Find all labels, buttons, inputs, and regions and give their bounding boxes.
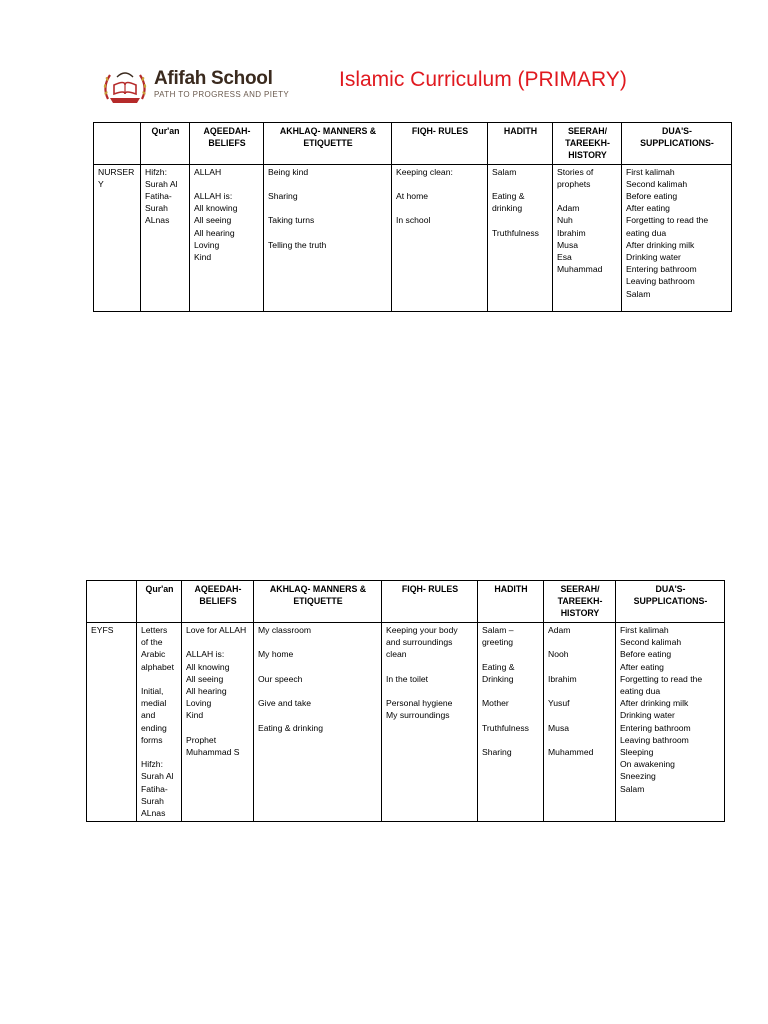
cell-line: prophets [557, 178, 591, 189]
cell-line: After drinking milk [626, 239, 695, 250]
header-cell: AKHLAQ- MANNERS & ETIQUETTE [254, 581, 382, 623]
line-gap [482, 734, 540, 746]
line-gap [186, 722, 250, 734]
curriculum-table-eyfs [86, 580, 725, 822]
page-header [96, 60, 676, 110]
line-gap [186, 636, 250, 648]
cell-line: Sleeping [620, 747, 654, 758]
header-cell: FIQH- RULES [392, 123, 488, 165]
cell-line: alphabet [141, 661, 174, 672]
line-gap [492, 178, 549, 190]
cell-line: Nuh [557, 215, 573, 226]
cell-line: of the [141, 637, 163, 648]
akhlaq-cell [264, 164, 392, 311]
header-cell: Qur'an [141, 123, 190, 165]
line-gap [268, 202, 388, 214]
table-header-row [87, 581, 725, 623]
cell-line: Drinking [482, 673, 514, 684]
cell-line: Drinking water [620, 710, 675, 721]
cell-line: After eating [620, 661, 664, 672]
cell-line: My home [258, 649, 294, 660]
cell-line: Second kalimah [620, 637, 682, 648]
header-cell: AKHLAQ- MANNERS & ETIQUETTE [264, 123, 392, 165]
line-gap [548, 636, 612, 648]
cell-line: Entering bathroom [620, 722, 691, 733]
line-gap [548, 734, 612, 746]
cell-line: Nooh [548, 649, 569, 660]
line-gap [492, 214, 549, 226]
header-cell: HADITH [478, 581, 544, 623]
cell-line: ALLAH [194, 166, 222, 177]
cell-line: ending [141, 722, 167, 733]
cell-line: ALnas [145, 215, 170, 226]
line-gap [258, 636, 378, 648]
hadith-cell [488, 164, 553, 311]
cell-line: Sharing [268, 191, 298, 201]
duas-cell [616, 623, 725, 822]
cell-line: Entering bathroom [626, 264, 697, 275]
line-gap [386, 685, 474, 697]
cell-line: and [141, 710, 156, 721]
quran-cell [141, 164, 190, 311]
cell-line: Eating & [492, 191, 525, 201]
cell-line: eating dua [620, 686, 661, 697]
line-gap [194, 178, 260, 190]
cell-line: Initial, [141, 686, 164, 696]
header-cell: AQEEDAH- BELIEFS [182, 581, 254, 623]
cell-line: After eating [626, 203, 670, 214]
line-gap [396, 202, 484, 214]
cell-line: Personal hygiene [386, 698, 453, 709]
cell-line: Loving [194, 239, 220, 250]
cell-line: Yusuf [548, 698, 570, 709]
curriculum-table-nursery [93, 122, 732, 312]
header-cell: Qur'an [137, 581, 182, 623]
cell-line: Love for ALLAH [186, 625, 247, 635]
line-gap [268, 178, 388, 190]
cell-line: Leaving bathroom [626, 276, 695, 287]
cell-line: My surroundings [386, 710, 450, 721]
school-tagline: PATH TO PROGRESS AND PIETY [154, 90, 290, 99]
cell-line: Letters [141, 625, 168, 635]
cell-line: Forgetting to read the [626, 215, 709, 226]
cell-line: Adam [548, 625, 571, 635]
cell-line: After drinking milk [620, 698, 689, 709]
cell-line: Taking turns [268, 215, 315, 226]
cell-line: Prophet [186, 734, 217, 745]
cell-line: ALnas [141, 808, 166, 819]
header-cell: AQEEDAH- BELIEFS [190, 123, 264, 165]
cell-line: In school [396, 215, 431, 226]
header-cell [87, 581, 137, 623]
cell-line: Fatiha- [145, 191, 172, 202]
cell-line: Esa [557, 252, 572, 263]
cell-line: At home [396, 191, 429, 201]
cell-line: All knowing [194, 203, 238, 214]
cell-line: Muhammed [548, 746, 594, 757]
cell-line: ALLAH is: [194, 191, 233, 201]
cell-line: Eating & [482, 661, 515, 672]
line-gap [557, 190, 618, 202]
cell-line: Musa [557, 239, 579, 250]
line-gap [141, 673, 178, 685]
cell-line: Musa [548, 722, 570, 733]
cell-line: Sharing [482, 746, 512, 757]
header-cell [94, 123, 141, 165]
line-gap [396, 178, 484, 190]
cell-line: On awakening [620, 759, 675, 770]
cell-line: In the toilet [386, 673, 429, 684]
hadith-cell [478, 623, 544, 822]
cell-line: First kalimah [626, 166, 675, 177]
quran-cell [137, 623, 182, 822]
cell-line: First kalimah [620, 625, 669, 635]
cell-line: Leaving bathroom [620, 734, 689, 745]
cell-line: Salam [620, 783, 645, 794]
cell-line: Give and take [258, 698, 312, 709]
cell-line: Before eating [626, 191, 678, 202]
table-header-row [94, 123, 732, 165]
cell-line: Ibrahim [548, 673, 577, 684]
cell-line: drinking [492, 203, 523, 214]
line-gap [482, 648, 540, 660]
line-gap [482, 709, 540, 721]
cell-line: Forgetting to read the [620, 673, 703, 684]
cell-line: Drinking water [626, 252, 681, 263]
line-gap [258, 709, 378, 721]
school-name: Afifah School [154, 68, 273, 89]
line-gap [482, 685, 540, 697]
line-gap [548, 709, 612, 721]
cell-line: Surah Al [141, 771, 174, 782]
page-title: Islamic Curriculum (PRIMARY) [339, 68, 627, 91]
cell-line: Hifzh: [141, 759, 163, 770]
cell-line: Truthfulness [482, 722, 529, 733]
header-cell: SEERAH/ TAREEKH- HISTORY [544, 581, 616, 623]
cell-line: Kind [186, 710, 204, 721]
header-cell: SEERAH/ TAREEKH- HISTORY [553, 123, 622, 165]
cell-line: greeting [482, 637, 514, 648]
cell-line: Arabic [141, 649, 166, 660]
seerah-cell [553, 164, 622, 311]
aqeedah-cell [182, 623, 254, 822]
header-cell: FIQH- RULES [382, 581, 478, 623]
school-crest-icon [100, 65, 150, 107]
cell-line: eating dua [626, 227, 667, 238]
cell-line: All hearing [194, 227, 235, 238]
cell-line: All knowing [186, 661, 230, 672]
cell-line: Surah [141, 795, 164, 806]
line-gap [258, 661, 378, 673]
cell-line: Fatiha- [141, 783, 168, 794]
fiqh-cell [382, 623, 478, 822]
cell-line: Our speech [258, 673, 303, 684]
cell-line: Truthfulness [492, 227, 539, 238]
cell-line: Salam – [482, 625, 514, 635]
aqeedah-cell [190, 164, 264, 311]
cell-line: Mother [482, 698, 509, 709]
table-row [94, 164, 732, 311]
line-gap [268, 227, 388, 239]
line-gap [548, 685, 612, 697]
cell-line: Sneezing [620, 771, 656, 782]
cell-line: Before eating [620, 649, 672, 660]
row-label: NURSERY [94, 164, 141, 311]
line-gap [141, 746, 178, 758]
cell-line: Surah [145, 203, 168, 214]
duas-cell [622, 164, 732, 311]
cell-line: medial [141, 698, 167, 709]
cell-line: Loving [186, 698, 212, 709]
cell-line: and surroundings [386, 637, 453, 648]
line-gap [258, 685, 378, 697]
cell-line: Being kind [268, 166, 309, 177]
seerah-cell [544, 623, 616, 822]
cell-line: Second kalimah [626, 178, 688, 189]
cell-line: My classroom [258, 625, 312, 635]
cell-line: Muhammad S [186, 747, 240, 757]
cell-line: Ibrahim [557, 227, 586, 238]
header-cell: HADITH [488, 123, 553, 165]
cell-line: Adam [557, 203, 580, 214]
cell-line: Stories of [557, 166, 594, 177]
cell-line: Eating & drinking [258, 722, 323, 733]
cell-line: Salam [626, 288, 651, 299]
line-gap [548, 661, 612, 673]
row-label: EYFS [87, 623, 137, 822]
cell-line: Muhammad [557, 264, 603, 275]
school-logo [154, 69, 289, 100]
header-cell: DUA'S- SUPPLICATIONS- [622, 123, 732, 165]
cell-line: Surah Al [145, 178, 178, 189]
cell-line: Hifzh: [145, 166, 167, 177]
cell-line: All seeing [194, 215, 232, 226]
cell-line: Keeping clean: [396, 166, 453, 177]
header-cell: DUA'S- SUPPLICATIONS- [616, 581, 725, 623]
cell-line: Telling the truth [268, 239, 327, 250]
cell-line: Kind [194, 252, 212, 263]
cell-line: Salam [492, 166, 517, 177]
cell-line: clean [386, 649, 407, 660]
akhlaq-cell [254, 623, 382, 822]
cell-line: All seeing [186, 673, 224, 684]
fiqh-cell [392, 164, 488, 311]
line-gap [386, 661, 474, 673]
cell-line: Keeping your body [386, 625, 458, 635]
cell-line: forms [141, 734, 163, 745]
cell-line: ALLAH is: [186, 649, 225, 660]
table-row [87, 623, 725, 822]
cell-line: All hearing [186, 686, 227, 696]
